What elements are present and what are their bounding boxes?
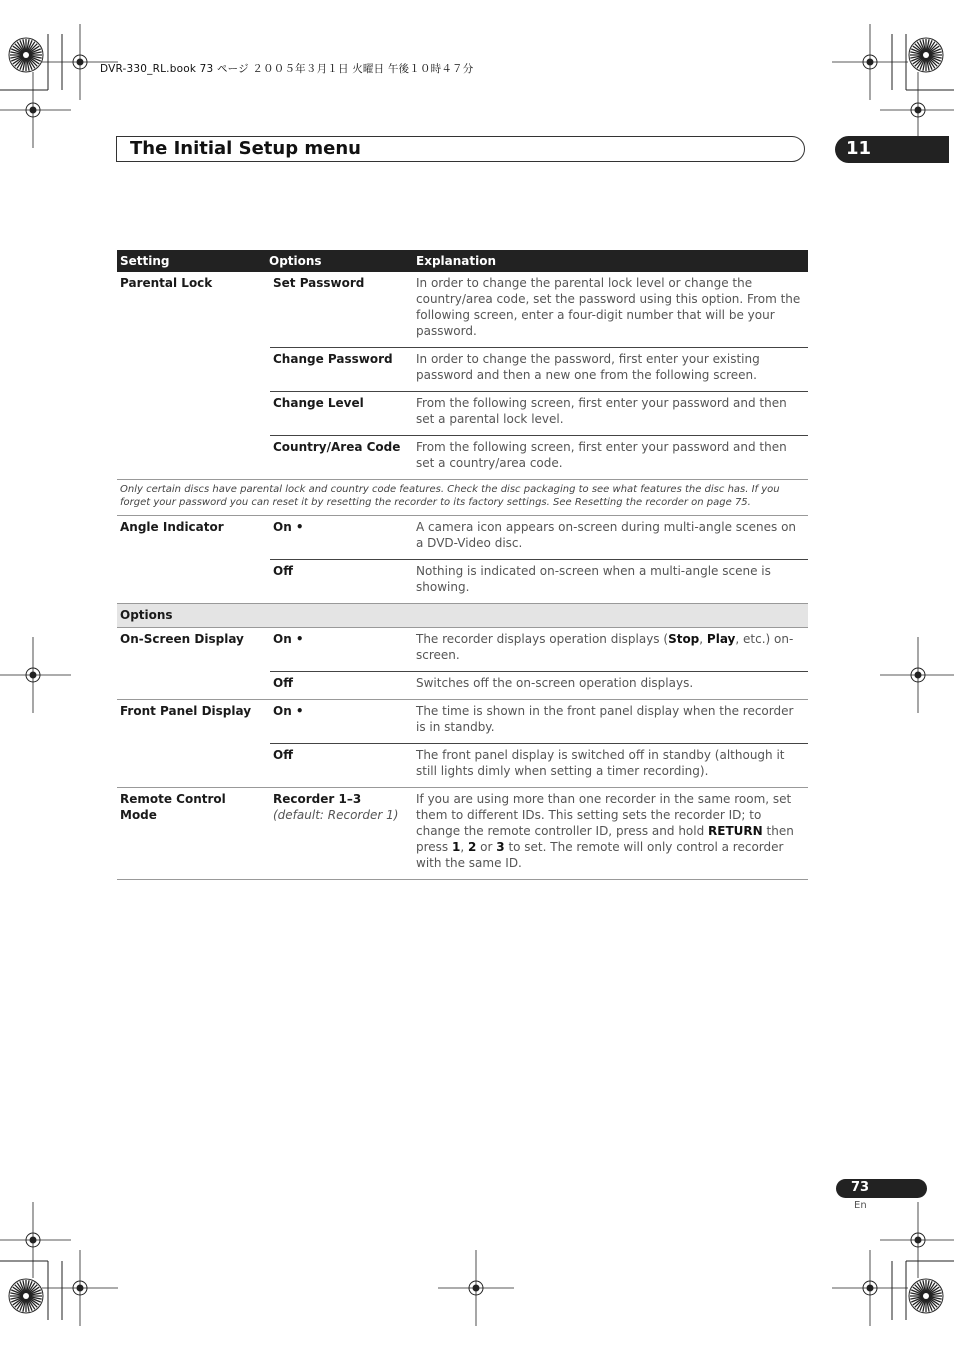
setting-front-panel-display: Front Panel Display (117, 700, 266, 788)
explanation-text: In order to change the parental lock level or change the country/area code, set the password using this option. From the following screen, enter a four-digit number that will be your password. (416, 276, 801, 338)
text-segment: The recorder displays operation displays ( (416, 632, 669, 646)
option-label: On • (270, 700, 413, 744)
page-number: 73 (851, 1180, 870, 1195)
text-segment: to set. The remote will only control a recorder with the same ID. (416, 840, 784, 870)
explanation-text: In order to change the password, first enter your existing password and then a new one from the following screen. (413, 348, 808, 392)
text-segment: , (460, 840, 468, 854)
key-3-label: 3 (496, 840, 505, 854)
explanation-text: From the following screen, first enter your password and then set a parental lock level. (413, 392, 808, 436)
table-header-row (117, 250, 808, 272)
language-label: En (854, 1200, 867, 1211)
explanation-text (413, 628, 808, 672)
text-segment: , (699, 632, 707, 646)
option-label: On • (273, 632, 304, 646)
default-note: (default: Recorder 1) (273, 808, 399, 822)
parental-note: Only certain discs have parental lock and country code features. Check the disc packaging to see what features the disc has. If you forget your password you can reset it by resetting the recorder to its factory settings. See Resetting the recorder on page 75. (117, 480, 808, 516)
setting-on-screen-display: On-Screen Display (120, 632, 244, 646)
table-row (117, 272, 808, 348)
settings-table (117, 250, 808, 880)
page-number-tab (836, 1179, 927, 1198)
table-row (117, 700, 808, 744)
section-heading-row (117, 604, 808, 628)
header-explanation: Explanation (413, 250, 808, 272)
option-cell (270, 788, 413, 880)
title-bar (116, 136, 805, 162)
header-setting: Setting (117, 250, 266, 272)
setting-parental-lock: Parental Lock (120, 276, 213, 290)
option-label: Country/Area Code (270, 436, 413, 480)
explanation-text: Nothing is indicated on-screen when a multi-angle scene is showing. (413, 560, 808, 604)
explanation-text: Switches off the on-screen operation displays. (413, 672, 808, 700)
print-header: DVR-330_RL.book 73 ページ ２００５年３月１日 火曜日 午後１０時４７分 (100, 63, 474, 75)
explanation-text: A camera icon appears on-screen during multi-angle scenes on a DVD-Video disc. (413, 516, 808, 560)
table-row (117, 628, 808, 672)
setting-remote-control-mode: Remote Control Mode (117, 788, 266, 880)
key-1-label: 1 (452, 840, 461, 854)
option-label: Change Password (270, 348, 413, 392)
table-row (117, 788, 808, 880)
play-label: Play (706, 632, 736, 646)
option-label: On • (270, 516, 413, 560)
explanation-text: From the following screen, first enter your password and then set a country/area code. (413, 436, 808, 480)
explanation-text (413, 788, 808, 880)
table-note-row (117, 480, 808, 516)
text-segment: If you are using more than one recorder in the same room, set them to different IDs. This setting sets the recorder ID; to change the remote controller ID, press and hold (416, 792, 792, 838)
chapter-number: 11 (846, 138, 872, 159)
option-label: Recorder 1–3 (273, 792, 362, 806)
option-label: Off (270, 560, 413, 604)
explanation-text: The front panel display is switched off in standby (although it still lights dimly when setting a timer recording). (413, 744, 808, 788)
option-label: Off (270, 744, 413, 788)
option-label: Off (270, 672, 413, 700)
setting-angle-indicator: Angle Indicator (117, 516, 266, 604)
options-heading: Options (117, 604, 808, 628)
explanation-text: The time is shown in the front panel display when the recorder is in standby. (413, 700, 808, 744)
stop-label: Stop (668, 632, 700, 646)
text-segment: or (476, 840, 497, 854)
table-row (117, 516, 808, 560)
chapter-tab (835, 136, 949, 163)
key-2-label: 2 (468, 840, 477, 854)
return-label: RETURN (708, 824, 763, 838)
page-title: The Initial Setup menu (130, 138, 361, 159)
text-segment: , etc.) on-screen. (416, 632, 794, 662)
option-label: Set Password (273, 276, 365, 290)
text-segment: then press (416, 824, 794, 854)
header-options: Options (266, 250, 413, 272)
option-label: Change Level (270, 392, 413, 436)
